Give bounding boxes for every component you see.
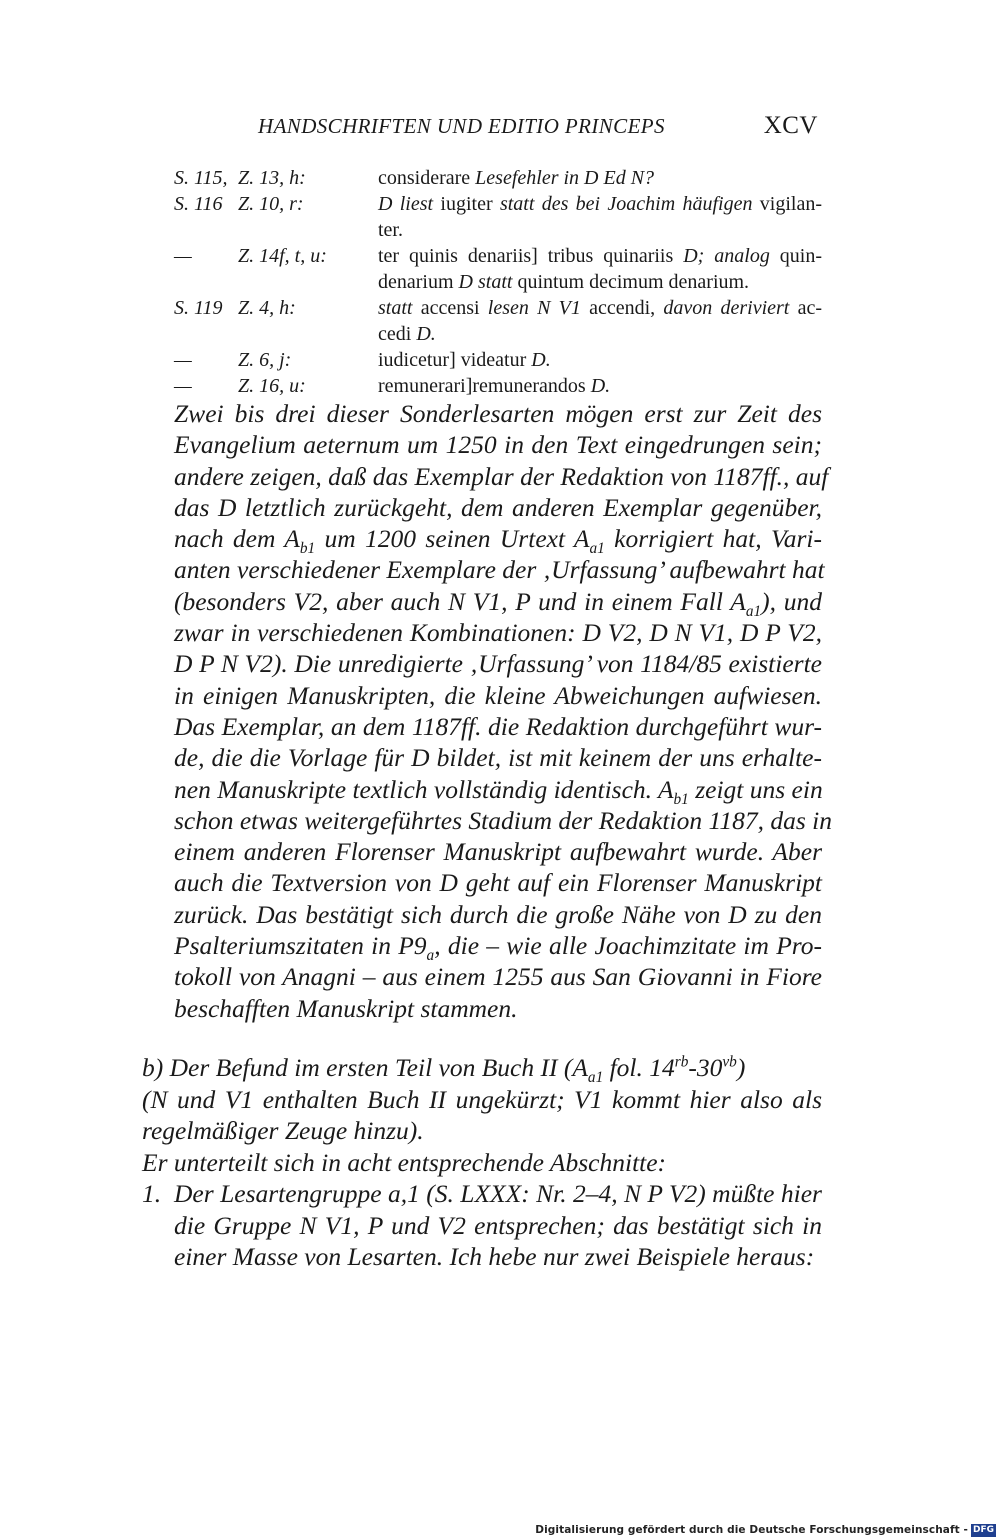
variant-line-ref: Z. 6, j: <box>238 349 292 371</box>
digitization-footer <box>535 1523 996 1537</box>
variant-reading: D liest iugiter statt des bei Joachim häufigen vigilan-ter. <box>378 193 822 241</box>
variant-row <box>174 373 822 399</box>
page-number: XCV <box>763 112 818 139</box>
variant-reading: considerare Lesefehler in D Ed N? <box>378 167 655 189</box>
list-item-line: Der Lesartengruppe a,1 (S. LXXX: Nr. 2–4, N P V2) müßte hier <box>174 1179 822 1208</box>
variant-row <box>174 165 822 191</box>
dfg-logo: DFG <box>972 1524 994 1535</box>
paragraph-line: Evangelium aeternum um 1250 in den Text eingedrungen sein; <box>174 430 822 460</box>
variant-page-ref: S. 116 <box>174 193 223 215</box>
variant-list <box>174 165 822 399</box>
variant-line-ref: Z. 4, h: <box>238 297 296 319</box>
paragraph-line: beschafften Manuskript stammen. <box>174 993 518 1023</box>
paragraph-line: auch die Textversion von D geht auf ein Florenser Manuskript <box>174 868 822 898</box>
paragraph-line: zurück. Das bestätigt sich durch die große Nähe von D zu den <box>174 899 822 929</box>
running-head-title: HANDSCHRIFTEN UND EDITIO PRINCEPS <box>258 114 665 138</box>
paragraph-line: Das Exemplar, an dem 1187ff. die Redaktion durchgeführt wur- <box>174 711 822 741</box>
paragraph-line: nen Manuskripte textlich vollständig identisch. $A_{b1}$ zeigt uns ein <box>174 774 823 808</box>
paragraph-line: andere zeigen, daß das Exemplar der Redaktion von 1187ff., auf <box>174 461 829 491</box>
variant-row <box>174 191 822 243</box>
variant-reading: ter quinis denariis] tribus quinariis D; analog quin-denarium D statt quintum decimum denarium. <box>378 245 822 293</box>
section-b-line: regelmäßiger Zeuge hinzu). <box>142 1116 424 1145</box>
section-b <box>142 1052 822 1178</box>
paragraph-line: Psalteriumszitaten in $P9_a$, die – wie alle Joachimzitate im Pro- <box>174 931 822 965</box>
section-b-line: (N und V1 enthalten Buch II ungekürzt; V1 kommt hier also als <box>142 1084 822 1114</box>
paragraph-variants-discussion <box>174 398 832 1024</box>
variant-reading: iudicetur] videatur D. <box>378 349 551 371</box>
variant-page-ref: — <box>174 245 192 267</box>
variant-line-ref: Z. 10, r: <box>238 193 304 215</box>
section-b-heading: b) Der Befund im ersten Teil von Buch II ($A_{a1}$ fol. $14^{rb}-30^{vb}$) <box>142 1053 746 1087</box>
paragraph-line: nach dem $A_{b1}$ um 1200 seinen Urtext $A_{a1}$ korrigiert hat, Vari- <box>174 524 822 558</box>
variant-line-ref: Z. 16, u: <box>238 375 306 397</box>
list-item-body <box>174 1178 822 1273</box>
paragraph-line: anten verschiedener Exemplare der ‚Urfassung’ aufbewahrt hat <box>174 555 825 585</box>
paragraph-line: in einigen Manuskripten, die kleine Abweichungen aufwiesen. <box>174 680 822 710</box>
paragraph-line: einem anderen Florenser Manuskript aufbewahrt wurde. Aber <box>174 837 822 867</box>
running-head <box>258 112 818 142</box>
variant-reading: remunerari]remunerandos D. <box>378 375 611 397</box>
list-item-line: die Gruppe N V1, P und V2 entsprechen; das bestätigt sich in <box>174 1210 822 1240</box>
paragraph-line: Zwei bis drei dieser Sonderlesarten mögen erst zur Zeit des <box>174 399 822 428</box>
list-item-number: 1. <box>142 1179 162 1208</box>
footer-text: Digitalisierung gefördert durch die Deutsche Forschungsgemeinschaft - <box>535 1524 968 1536</box>
variant-line-ref: Z. 13, h: <box>238 167 306 189</box>
variant-page-ref: S. 119 <box>174 297 223 319</box>
variant-page-ref: — <box>174 375 192 397</box>
variant-page-ref: S. 115, <box>174 167 228 189</box>
paragraph-line: D P N V2). Die unredigierte ‚Urfassung’ von 1184/85 existierte <box>174 649 822 679</box>
paragraph-line: das D letztlich zurückgeht, dem anderen Exemplar gegenüber, <box>174 492 822 522</box>
section-b-line: Er unterteilt sich in acht entsprechende Abschnitte: <box>142 1147 667 1177</box>
variant-line-ref: Z. 14f, t, u: <box>238 245 327 267</box>
list-item-line: einer Masse von Lesarten. Ich hebe nur zwei Beispiele heraus: <box>174 1242 815 1271</box>
paragraph-line: de, die die Vorlage für D bildet, ist mit keinem der uns erhalte- <box>174 743 822 773</box>
variant-row <box>174 347 822 373</box>
paragraph-line: zwar in verschiedenen Kombinationen: D V2, D N V1, D P V2, <box>174 618 822 648</box>
variant-page-ref: — <box>174 349 192 371</box>
variant-reading: statt accensi lesen N V1 accendi, davon deriviert ac-cedi D. <box>378 297 823 345</box>
variant-row <box>174 243 822 295</box>
paragraph-line: tokoll von Anagni – aus einem 1255 aus San Giovanni in Fiore <box>174 962 822 992</box>
paragraph-line: (besonders V2, aber auch N V1, P und in einem Fall $A_{a1}$), und <box>174 586 822 620</box>
variant-row <box>174 295 822 347</box>
paragraph-line: schon etwas weitergeführtes Stadium der Redaktion 1187, das in <box>174 805 832 835</box>
